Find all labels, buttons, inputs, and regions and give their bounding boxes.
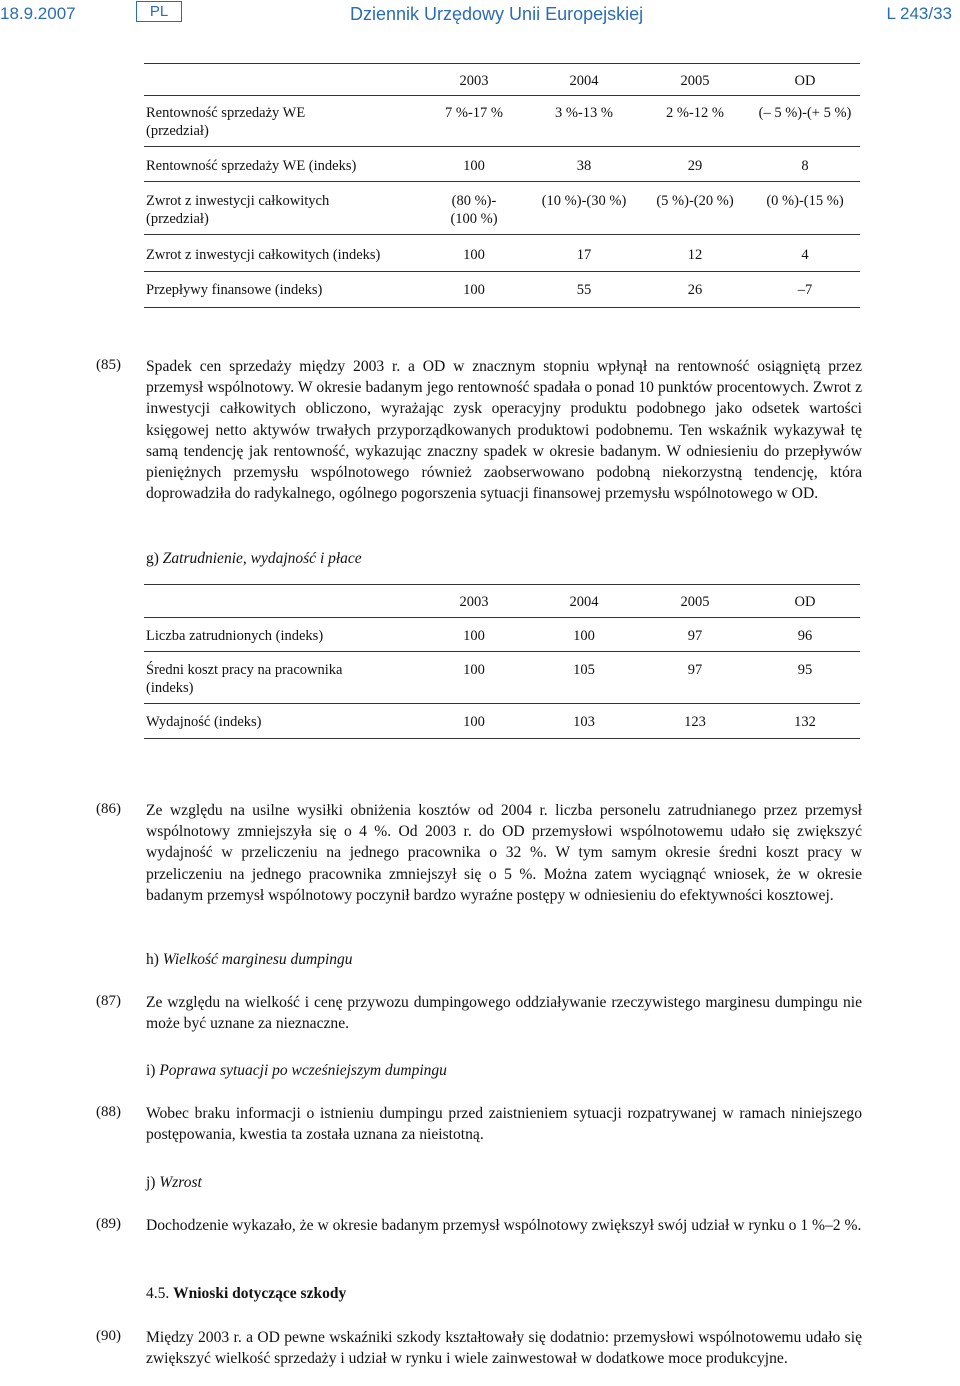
- row-label: Zwrot z inwestycji całkowitych (przedział): [146, 193, 330, 227]
- column-header: OD: [794, 594, 816, 610]
- section-letter: i): [146, 1062, 156, 1079]
- table-cell: 100: [573, 628, 595, 644]
- row-rule: [144, 271, 860, 272]
- language-badge: PL: [136, 1, 182, 22]
- journal-title: Dziennik Urzędowy Unii Europejskiej: [350, 4, 644, 24]
- table-cell: 29: [687, 158, 703, 174]
- paragraph-86: Ze względu na usilne wysiłki obniżenia kosztów od 2004 r. liczba personelu zatrudnianego przez przemysł wspólnotowy zmniejszyła się o 4 %. Od 2003 r. do OD przemysłowi wspólnotowemu udało się zwiększyć wydajność w przeliczeniu na jednego pracownika o 32 %. W tym samym okresie średni koszt pracy w przeliczeniu na jednego pracownika zmniejszył się o 5 %. Można zatem wyciągnąć wniosek, że w okresie badanym przemysł wspólnotowy poczynił bardzo wyraźne postępy w odniesieniu do efektywności kosztowej.: [146, 802, 862, 904]
- row-label: Średni koszt pracy na pracownika (indeks): [146, 662, 343, 696]
- table-cell: 3 %-13 %: [555, 105, 613, 121]
- row-label: Rentowność sprzedaży WE (indeks): [146, 158, 357, 174]
- table-cell: 4: [801, 247, 809, 263]
- section-title: Poprawa sytuacji po wcześniejszym dumpingu: [159, 1062, 447, 1079]
- table-cell: 100: [463, 158, 485, 174]
- table-cell: 97: [687, 662, 703, 678]
- section-title: Wielkość marginesu dumpingu: [162, 951, 353, 968]
- row-rule: [144, 617, 860, 618]
- section-heading-h: [146, 951, 353, 969]
- section-heading-i: [146, 1062, 447, 1080]
- table-cell: 123: [684, 714, 706, 730]
- table-cell: (0 %)-(15 %): [766, 193, 844, 209]
- section-letter: h): [146, 951, 159, 968]
- table-cell: 100: [463, 714, 485, 730]
- paragraph-number: (88): [96, 1104, 121, 1120]
- row-rule: [144, 234, 860, 235]
- paragraph-87: Ze względu na wielkość i cenę przywozu dumpingowego oddziaływanie rzeczywistego marginesu dumpingu nie może być uznane za nieznaczne.: [146, 994, 862, 1033]
- section-title: Wnioski dotyczące szkody: [173, 1285, 347, 1302]
- paragraph-number: (89): [96, 1216, 121, 1232]
- table-cell: 38: [576, 158, 592, 174]
- table-cell: 97: [687, 628, 703, 644]
- paragraph-89: Dochodzenie wykazało, że w okresie badanym przemysł wspólnotowy zwiększył swój udział w rynku o 1 %–2 %.: [146, 1217, 862, 1234]
- table-cell: 100: [463, 247, 485, 263]
- row-rule: [144, 703, 860, 704]
- table-cell: 95: [797, 662, 813, 678]
- row-label: Rentowność sprzedaży WE (przedział): [146, 105, 306, 139]
- table-cell: 103: [573, 714, 595, 730]
- table-cell: (80 %)- (100 %): [450, 193, 498, 227]
- table-cell: 12: [687, 247, 703, 263]
- paragraph-90: Między 2003 r. a OD pewne wskaźniki szkody kształtowały się dodatnio: przemysłowi wspólnotowemu udało się zwiększyć wielkość sprzedaży i udział w rynku i wiele zainwestował w dodatkowe moce produkcyjne.: [146, 1329, 862, 1368]
- table-cell: (10 %)-(30 %): [541, 193, 627, 209]
- section-letter: j): [146, 1174, 156, 1191]
- column-header: 2004: [569, 73, 599, 89]
- table-cell: 96: [797, 628, 813, 644]
- paragraph-number: (86): [96, 801, 121, 817]
- page-reference: L 243/33: [886, 4, 952, 23]
- table-cell: 100: [463, 282, 485, 298]
- paragraph-number: (90): [96, 1328, 121, 1344]
- paragraph-88: Wobec braku informacji o istnieniu dumpingu przed zaistnieniem sytuacji rozpatrywanej w ramach niniejszego postępowania, kwestia ta została uznana za nieistotną.: [146, 1105, 862, 1144]
- section-heading-j: [146, 1174, 202, 1192]
- column-header: 2005: [680, 594, 710, 610]
- table-cell: 26: [687, 282, 703, 298]
- table-cell: 100: [463, 628, 485, 644]
- row-label: Wydajność (indeks): [146, 714, 262, 730]
- row-label: Przepływy finansowe (indeks): [146, 282, 323, 298]
- header-date: 18.9.2007: [0, 4, 76, 23]
- table-cell: 55: [576, 282, 592, 298]
- row-rule: [144, 651, 860, 652]
- column-header: 2003: [459, 594, 489, 610]
- table-cell: 7 %-17 %: [445, 105, 503, 121]
- table-cell: 17: [576, 247, 592, 263]
- row-label: Zwrot z inwestycji całkowitych (indeks): [146, 247, 381, 263]
- row-rule: [144, 181, 860, 182]
- row-rule: [144, 95, 860, 96]
- table-bottom-rule: [144, 307, 860, 308]
- section-heading-g: [146, 550, 362, 568]
- table-cell: (– 5 %)-(+ 5 %): [758, 105, 852, 121]
- table-cell: (5 %)-(20 %): [656, 193, 734, 209]
- column-header: 2003: [459, 73, 489, 89]
- row-label: Liczba zatrudnionych (indeks): [146, 628, 324, 644]
- column-header: 2005: [680, 73, 710, 89]
- section-number: 4.5.: [146, 1285, 170, 1302]
- paragraph-85: Spadek cen sprzedaży między 2003 r. a OD w znacznym stopniu wpłynął na rentowność osiągniętą przez przemysł wspólnotowy. W okresie badanym jego rentowność spadała o ponad 10 punktów procentowych. Zwrot z inwestycji całkowitych obliczono, wyrażając zysk operacyjny produktu podobnego jako odsetek wartości księgowej netto aktywów trwałych przyporządkowanych produktowi podobnemu. Ten wskaźnik wykazywał tę samą tendencję jak rentowność, wykazując znaczny spadek w okresie badanym. W odniesieniu do przepływów pieniężnych przemysłu wspólnotowego również zaobserwowano podobną niekorzystną tendencję, która doprowadziła do radykalnego, ogólnego pogorszenia sytuacji finansowej przemysłu wspólnotowego w OD.: [146, 358, 862, 503]
- table-bottom-rule: [144, 738, 860, 739]
- column-header: OD: [794, 73, 816, 89]
- section-title: Wzrost: [159, 1174, 202, 1191]
- table-cell: 2 %-12 %: [666, 105, 724, 121]
- table-cell: –7: [797, 282, 813, 298]
- table-cell: 8: [801, 158, 809, 174]
- row-rule: [144, 146, 860, 147]
- section-letter: g): [146, 550, 159, 567]
- section-title: Zatrudnienie, wydajność i płace: [162, 550, 362, 567]
- table-top-rule: [144, 584, 860, 585]
- table-cell: 105: [573, 662, 595, 678]
- section-heading-4-5: [146, 1285, 346, 1303]
- table-top-rule: [144, 63, 860, 64]
- table-cell: 100: [463, 662, 485, 678]
- paragraph-number: (85): [96, 357, 121, 373]
- table-cell: 132: [794, 714, 816, 730]
- paragraph-number: (87): [96, 993, 121, 1009]
- column-header: 2004: [569, 594, 599, 610]
